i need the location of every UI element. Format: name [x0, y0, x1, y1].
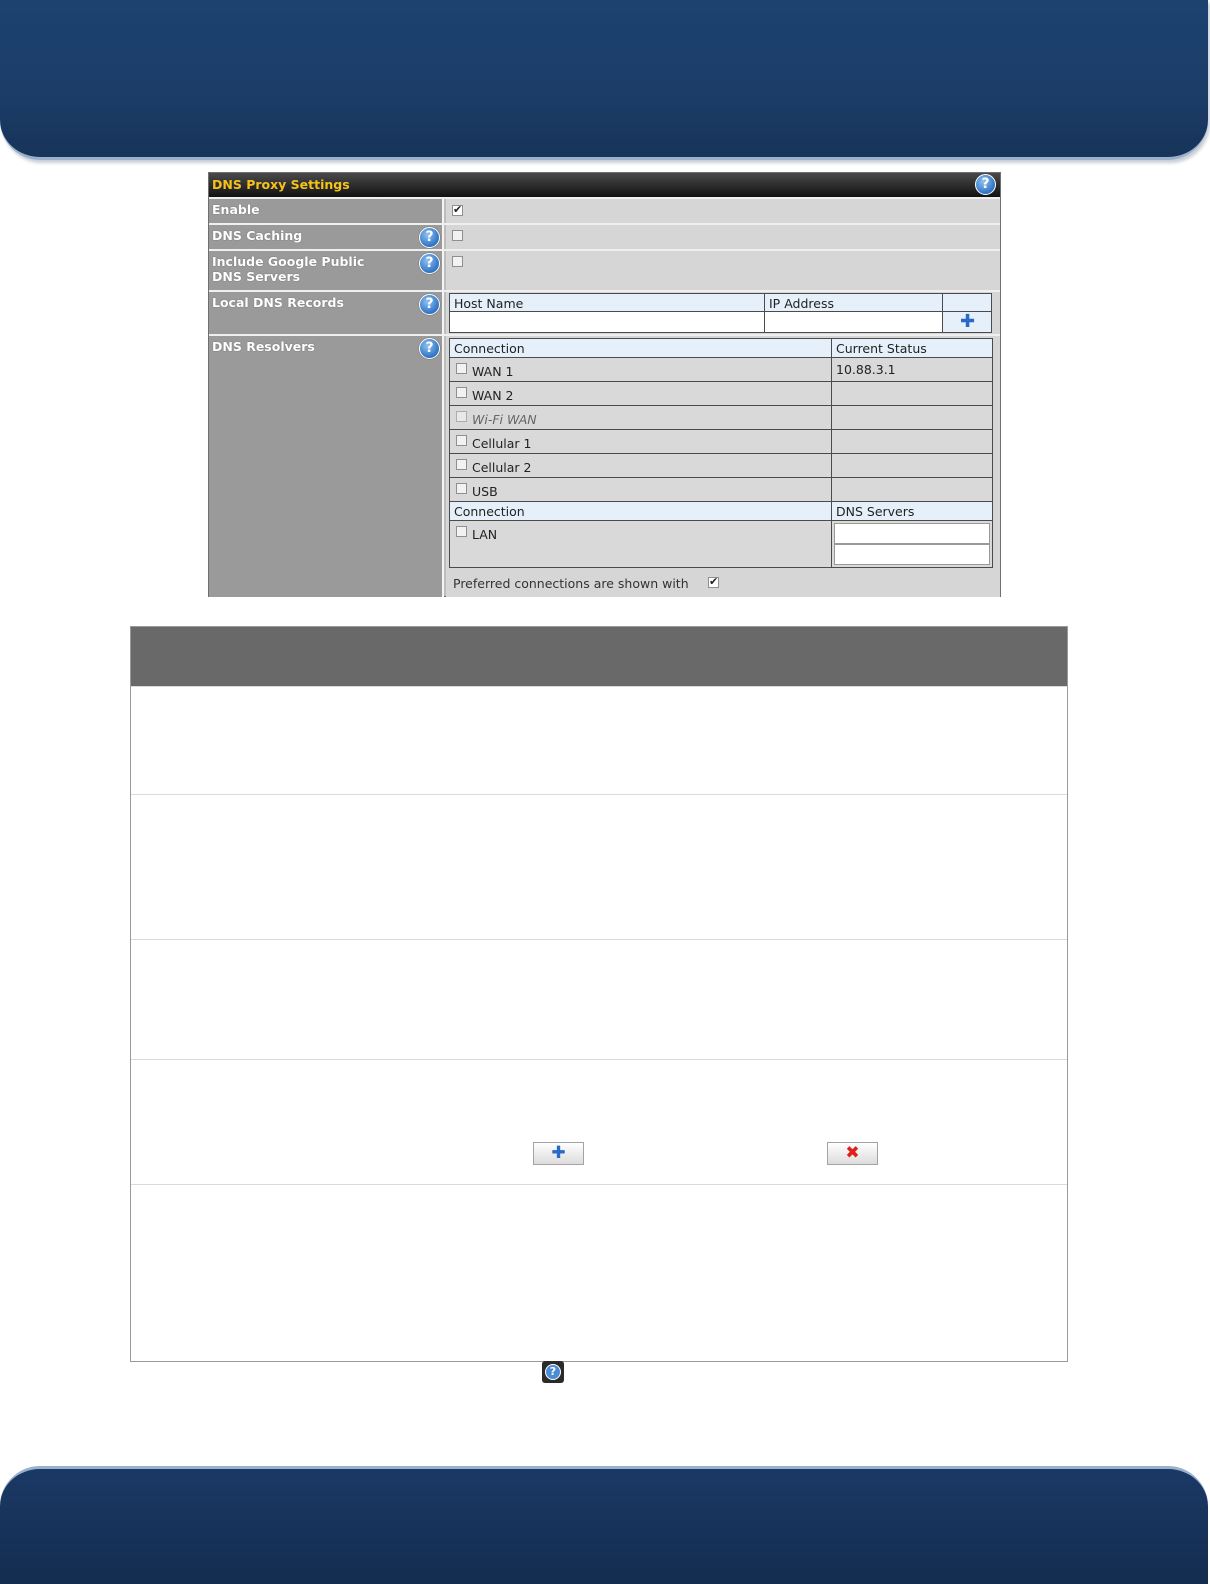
row-google-dns	[209, 249, 1000, 290]
help-icon[interactable]: ?	[419, 294, 440, 315]
table-header	[131, 627, 1067, 686]
enable-label: Enable	[212, 202, 260, 217]
connection-status	[831, 381, 993, 406]
dns-proxy-settings-panel	[208, 172, 1001, 597]
help-icon[interactable]: ?	[419, 338, 440, 359]
lan-checkbox[interactable]	[456, 526, 467, 537]
row-dns-resolvers	[209, 334, 1000, 597]
connection-checkbox[interactable]	[456, 459, 467, 470]
lan-row: LAN	[449, 520, 832, 568]
table-row	[131, 939, 1067, 1059]
row-dns-caching	[209, 223, 1000, 249]
connection-header: Connection	[449, 338, 832, 358]
top-banner	[0, 0, 1208, 160]
dns-servers-header: DNS Servers	[831, 501, 993, 521]
local-dns-label: Local DNS Records	[212, 295, 344, 310]
google-dns-checkbox[interactable]	[452, 256, 463, 267]
ip-address-header: IP Address	[764, 293, 943, 312]
description-table	[130, 626, 1068, 1362]
bottom-banner	[0, 1466, 1208, 1584]
connection-checkbox[interactable]	[456, 387, 467, 398]
help-icon[interactable]: ?	[975, 174, 996, 195]
connection-status	[831, 429, 993, 454]
dns-server-1-input[interactable]	[834, 523, 990, 544]
connection-row: WAN 2	[449, 381, 832, 406]
connection-status	[831, 477, 993, 502]
row-enable	[209, 197, 1000, 223]
connection-row: WAN 1	[449, 357, 832, 382]
connection-checkbox[interactable]	[456, 411, 467, 422]
connection-row: Cellular 2	[449, 453, 832, 478]
connection-row: Wi-Fi WAN	[449, 405, 832, 430]
dns-caching-label: DNS Caching	[212, 228, 303, 243]
help-icon[interactable]: ?	[419, 253, 440, 274]
row-local-dns-records	[209, 290, 1000, 334]
table-row	[131, 686, 1067, 794]
dns-caching-checkbox[interactable]	[452, 230, 463, 241]
panel-title: DNS Proxy Settings	[212, 177, 350, 192]
google-dns-label: Include Google Public DNS Servers	[212, 254, 365, 284]
ip-address-input[interactable]	[764, 311, 943, 333]
table-row	[131, 794, 1067, 939]
panel-header	[209, 173, 1000, 197]
host-name-header: Host Name	[449, 293, 765, 312]
connection-checkbox[interactable]	[456, 483, 467, 494]
preferred-footnote: Preferred connections are shown with	[453, 576, 689, 591]
connection-status: 10.88.3.1	[831, 357, 993, 382]
add-icon: ✚	[533, 1142, 584, 1165]
current-status-header: Current Status	[831, 338, 993, 358]
dns-resolvers-label: DNS Resolvers	[212, 339, 315, 354]
help-icon[interactable]: ?	[419, 227, 440, 248]
plus-icon: ✚	[960, 311, 976, 332]
connection-checkbox[interactable]	[456, 363, 467, 374]
connection-row: Cellular 1	[449, 429, 832, 454]
add-record-button[interactable]	[942, 311, 992, 333]
connection-checkbox[interactable]	[456, 435, 467, 446]
delete-icon: ✖	[827, 1142, 878, 1165]
connection-row: USB	[449, 477, 832, 502]
table-row	[131, 1184, 1067, 1362]
help-icon: ?	[542, 1361, 564, 1383]
connection-status	[831, 453, 993, 478]
dns-server-2-input[interactable]	[834, 544, 990, 565]
preferred-check-icon	[708, 577, 719, 588]
table-row	[131, 1059, 1067, 1184]
host-name-input[interactable]	[449, 311, 765, 333]
connection-status	[831, 405, 993, 430]
lan-connection-header: Connection	[449, 501, 832, 521]
enable-checkbox[interactable]	[452, 205, 463, 216]
